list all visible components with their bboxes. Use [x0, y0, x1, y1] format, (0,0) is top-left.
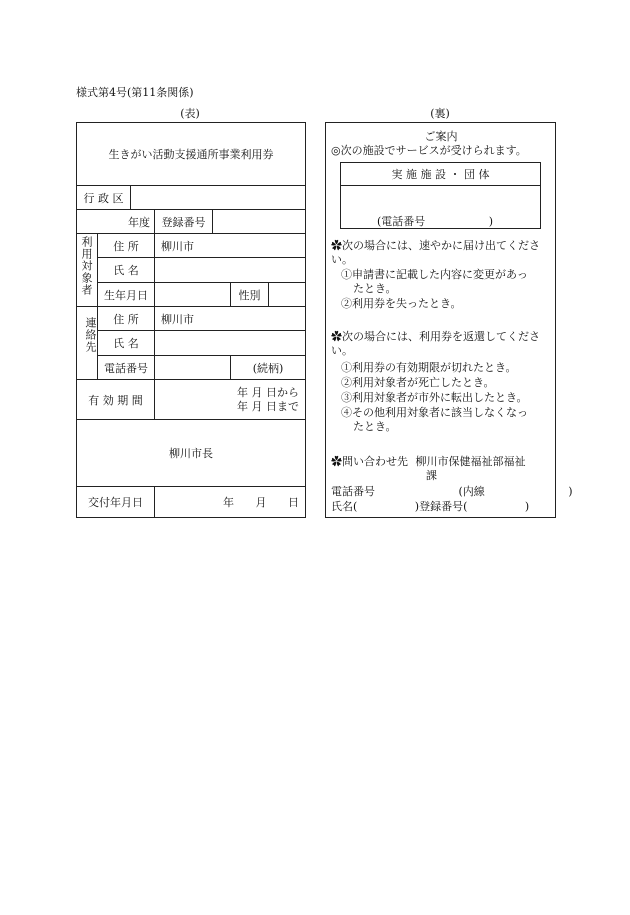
back-side-label: (裏): [430, 107, 450, 120]
form-number-label: 様式第4号(第11条関係): [76, 86, 194, 99]
name-line: 氏名( )登録番号( ): [331, 500, 530, 513]
contact-line2: 課: [426, 469, 437, 482]
kofu-row: [77, 487, 305, 517]
nendo-label: 年度: [77, 210, 155, 233]
facility-phone: (電話番号 ): [377, 215, 494, 228]
jusho2-row: [98, 307, 305, 331]
front-side-label: (表): [180, 107, 200, 120]
back-heading: ご案内: [424, 130, 458, 143]
notice1-item1-a: ①申請書に記載した内容に変更があっ: [341, 268, 528, 281]
kofu-value: 年 月 日: [223, 496, 299, 509]
mayor-name: 柳川市長: [169, 447, 213, 460]
front-card: [76, 122, 306, 518]
shimei2-label: 氏 名: [98, 331, 155, 355]
notice2-item3: ③利用対象者が市外に転出したとき。: [341, 391, 528, 404]
toroku-label: 登録番号: [155, 210, 213, 233]
back-intro: ◎次の施設でサービスが受けられます。: [331, 144, 527, 157]
period-from: 年 月 日から: [237, 385, 299, 399]
jusho2-label: 住 所: [98, 307, 155, 330]
notice2-item2: ②利用対象者が死亡したとき。: [341, 376, 495, 389]
renraku-vertical-label: 連絡先: [84, 317, 97, 353]
notice2-item4-b: たとき。: [353, 420, 397, 433]
kofu-label: 交付年月日: [77, 487, 155, 517]
notice2-line2: い。: [331, 344, 353, 357]
back-card: [325, 122, 573, 518]
card-title: 生きがい活動支援通所事業利用券: [108, 148, 274, 161]
contact-line1: ✿問い合わせ先 柳川市保健福祉部福祉: [331, 455, 526, 468]
jusho-value: 柳川市: [161, 239, 194, 253]
seinen-value: [155, 283, 231, 306]
notice2-item4-a: ④その他利用対象者に該当しなくなっ: [341, 406, 528, 419]
riyo-label-cell: [77, 234, 98, 307]
notice2-line1: ✿次の場合には、利用券を返還してくださ: [331, 330, 540, 343]
facility-header: 実 施 施 設 ・ 団 体: [341, 163, 540, 186]
yuko-period: [155, 380, 305, 419]
shimei2-row: [98, 331, 305, 356]
yuko-label: 有 効 期 間: [77, 380, 155, 419]
denwa-value: [155, 356, 231, 379]
notice1-item2: ②利用券を失ったとき。: [341, 297, 462, 310]
zokugara-label: (続柄): [252, 361, 284, 375]
seinen-label: 生年月日: [98, 283, 155, 306]
notice1-item1-b: たとき。: [353, 282, 397, 295]
mayor-row: [77, 420, 305, 487]
facility-box: [340, 162, 541, 229]
renraku-label-cell: [77, 307, 98, 380]
period-to: 年 月 日まで: [237, 399, 299, 413]
riyo-vertical-label: 利用対象者: [80, 236, 93, 296]
seibetsu-label: 性別: [231, 283, 269, 306]
denwa-row: [98, 356, 305, 380]
nendo-row: [77, 210, 305, 234]
denwa-label: 電話番号: [98, 356, 155, 379]
seinen-row: [98, 283, 305, 307]
yuko-row: [77, 380, 305, 420]
notice2-item1: ①利用券の有効期限が切れたとき。: [341, 361, 517, 374]
shimei-label: 氏 名: [98, 258, 155, 282]
title-row: [77, 123, 305, 186]
jusho2-value: 柳川市: [161, 312, 194, 326]
jusho-row: [98, 234, 305, 258]
notice1-line1: ✿次の場合には、速やかに届け出てくださ: [331, 239, 540, 252]
shimei-row: [98, 258, 305, 283]
gyoseiku-row: [77, 186, 305, 210]
notice1-line2: い。: [331, 253, 353, 266]
jusho-label: 住 所: [98, 234, 155, 257]
gyoseiku-label: 行 政 区: [77, 186, 131, 209]
phone-line: 電話番号 (内線 ): [331, 485, 573, 498]
